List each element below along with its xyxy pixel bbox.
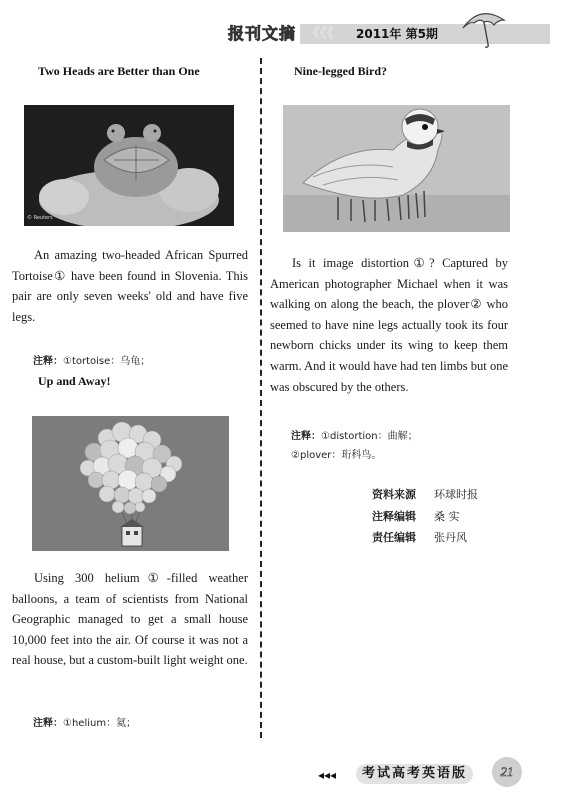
credit-key: 责任编辑: [372, 531, 416, 544]
footnote-label: 注释：: [291, 431, 321, 442]
header-brand: 报刊文摘: [228, 24, 297, 43]
footnote-text: ①distortion：曲解；: [321, 431, 418, 442]
footnote-text: ①tortoise：乌龟；: [63, 356, 151, 367]
footer-magazine: 考试高考英语版: [356, 764, 473, 784]
balloon-photo: [32, 416, 229, 551]
credit-value: 环球时报: [434, 488, 478, 501]
footnote: [291, 427, 418, 442]
article-body: An amazing two-headed African Spurred Tortoise① have been found in Slovenia. This pair are only seven weeks' old and have five legs.: [12, 248, 248, 324]
column-divider: [260, 58, 262, 738]
credit-value: 张丹风: [434, 531, 467, 544]
header-issue: 2011年 第5期: [356, 27, 438, 41]
footnote-label: 注释：: [33, 356, 63, 367]
credit-row: [372, 508, 460, 524]
credit-row: [372, 486, 478, 502]
plover-photo: [283, 105, 510, 232]
header-chevrons: 《《《: [306, 26, 334, 42]
footnote-label: 注释：: [33, 718, 63, 729]
article-title: Two Heads are Better than One: [38, 64, 200, 78]
footer-arrows: ◂◂◂: [318, 768, 337, 782]
plover-image: [283, 105, 510, 232]
footnote-text: ①helium：氦；: [63, 718, 137, 729]
article-body: Using 300 helium①-filled weather balloons, a team of scientists from National Geographic managed to get a small house 10,000 feet into the air. Of course it was not a real house, but a custom-built light weight one.: [12, 571, 248, 668]
page-number: 21: [492, 757, 522, 787]
footnote-text: ②plover：珩科鸟。: [291, 450, 382, 461]
credit-row: [372, 529, 467, 545]
image-caption: © Reuters: [27, 215, 53, 221]
credit-key: 资料来源: [372, 488, 416, 501]
credit-key: 注释编辑: [372, 510, 416, 523]
tortoise-photo: [24, 105, 234, 226]
article-body: Is it image distortion①? Captured by American photographer Michael when it was walking on along the beach, the plover② who seemed to have nine legs actually took its four newborn chicks under its wing to keep them warm. And it would have had ten limbs but one was obscured by the others.: [270, 256, 508, 394]
umbrella-icon: [460, 6, 506, 50]
article-title: Up and Away!: [38, 374, 111, 388]
credit-value: 桑 实: [434, 510, 460, 523]
article-title: Nine-legged Bird?: [294, 64, 387, 78]
balloon-image: [32, 416, 229, 551]
footnote: [33, 714, 136, 729]
footnote: [33, 352, 150, 367]
tortoise-image: [24, 105, 234, 226]
